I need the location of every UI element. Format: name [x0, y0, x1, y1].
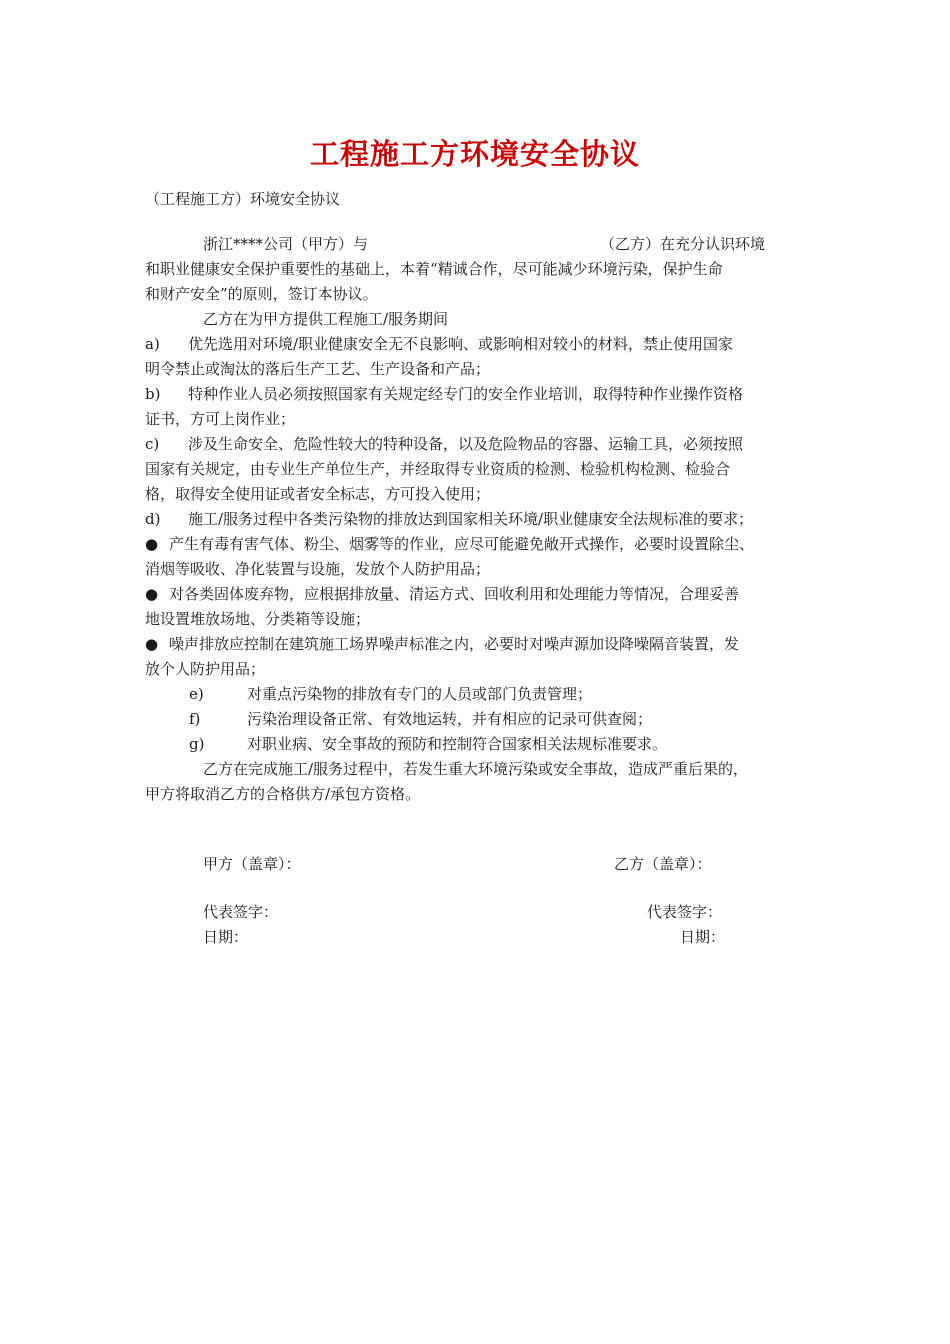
bullet-icon: ● [145, 635, 159, 653]
bullet-3-continuation: 放个人防护用品； [145, 660, 266, 678]
item-text: 优先选用对环境/职业健康安全无不良影响、或影响相对较小的材料，禁止使用国家 [188, 335, 734, 353]
bullet-1-continuation: 消烟等吸收、净化装置与设施，发放个人防护用品； [145, 560, 491, 578]
bullet-icon: ● [145, 585, 159, 603]
item-text: 对职业病、安全事故的预防和控制符合国家相关法规标准要求。 [247, 735, 668, 753]
intro-line-4: 乙方在为甲方提供工程施工/服务期间 [203, 310, 449, 328]
item-text: 产生有毒有害气体、粉尘、烟雾等的作业，应尽可能避免敞开式操作，必要时设置除尘、 [169, 535, 755, 553]
item-marker: f) [189, 710, 201, 728]
item-text: 噪声排放应控制在建筑施工场界噪声标准之内，必要时对噪声源加设降噪隔音装置，发 [169, 635, 740, 653]
list-item-a [145, 332, 813, 357]
list-item-c [145, 432, 813, 457]
item-marker: c) [145, 435, 160, 453]
party-a-rep-sign-label: 代表签字： [203, 903, 279, 921]
agreement-body [145, 232, 813, 807]
intro-line-2: 和职业健康安全保护重要性的基础上，本着“精诚合作，尽可能减少环境污染，保护生命 [145, 260, 723, 278]
party-a-date-label: 日期： [203, 928, 249, 946]
item-marker: g) [189, 735, 205, 753]
party-b-text: （乙方）在充分认识环境 [600, 235, 766, 253]
document-title: 工程施工方环境安全协议 [309, 137, 640, 171]
item-text: 污染治理设备正常、有效地运转，并有相应的记录可供查阅； [247, 710, 653, 728]
bullet-item-2 [145, 582, 813, 607]
closing-line-2: 甲方将取消乙方的合格供方/承包方资格。 [145, 785, 421, 803]
list-item-d [145, 507, 813, 532]
item-marker: e) [189, 685, 204, 703]
intro-line-3: 和财产安全”的原则，签订本协议。 [145, 285, 378, 303]
party-b-rep-sign-label: 代表签字： [647, 903, 723, 921]
item-text: 施工/服务过程中各类污染物的排放达到国家相关环境/职业健康安全法规标准的要求； [188, 510, 754, 528]
item-c-continuation: 国家有关规定，由专业生产单位生产，并经取得专业资质的检测、检验机构检测、检验合 [145, 460, 731, 478]
document-subtitle: （工程施工方）环境安全协议 [145, 190, 341, 208]
bullet-icon: ● [145, 535, 159, 553]
list-item-g [145, 732, 813, 757]
bullet-item-1 [145, 532, 813, 557]
bullet-item-3 [145, 632, 813, 657]
item-text: 对重点污染物的排放有专门的人员或部门负责管理； [247, 685, 593, 703]
party-b-seal-label: 乙方（盖章）： [614, 855, 712, 873]
item-marker: a) [145, 335, 160, 353]
closing-line-1: 乙方在完成施工/服务过程中，若发生重大环境污染或安全事故，造成严重后果的， [203, 760, 749, 778]
item-marker: d) [145, 510, 161, 528]
item-a-continuation: 明令禁止或淘汰的落后生产工艺、生产设备和产品； [145, 360, 491, 378]
bullet-2-continuation: 地设置堆放场地、分类箱等设施； [145, 610, 371, 628]
intro-line-1 [145, 232, 813, 257]
item-text: 对各类固体废弃物，应根据排放量、清运方式、回收利用和处理能力等情况，合理妥善 [169, 585, 740, 603]
item-text: 特种作业人员必须按照国家有关规定经专门的安全作业培训，取得特种作业操作资格 [188, 385, 744, 403]
party-b-date-label: 日期： [680, 928, 726, 946]
list-item-e [145, 682, 813, 707]
item-marker: b) [145, 385, 161, 403]
party-a-seal-label: 甲方（盖章）： [203, 855, 301, 873]
item-c-continuation: 格，取得安全使用证或者安全标志，方可投入使用； [145, 485, 491, 503]
item-text: 涉及生命安全、危险性较大的特种设备，以及危险物品的容器、运输工具，必须按照 [188, 435, 744, 453]
item-b-continuation: 证书，方可上岗作业； [145, 410, 296, 428]
list-item-b [145, 382, 813, 407]
party-a-text: 浙江****公司（甲方）与 [203, 235, 369, 253]
list-item-f [145, 707, 813, 732]
